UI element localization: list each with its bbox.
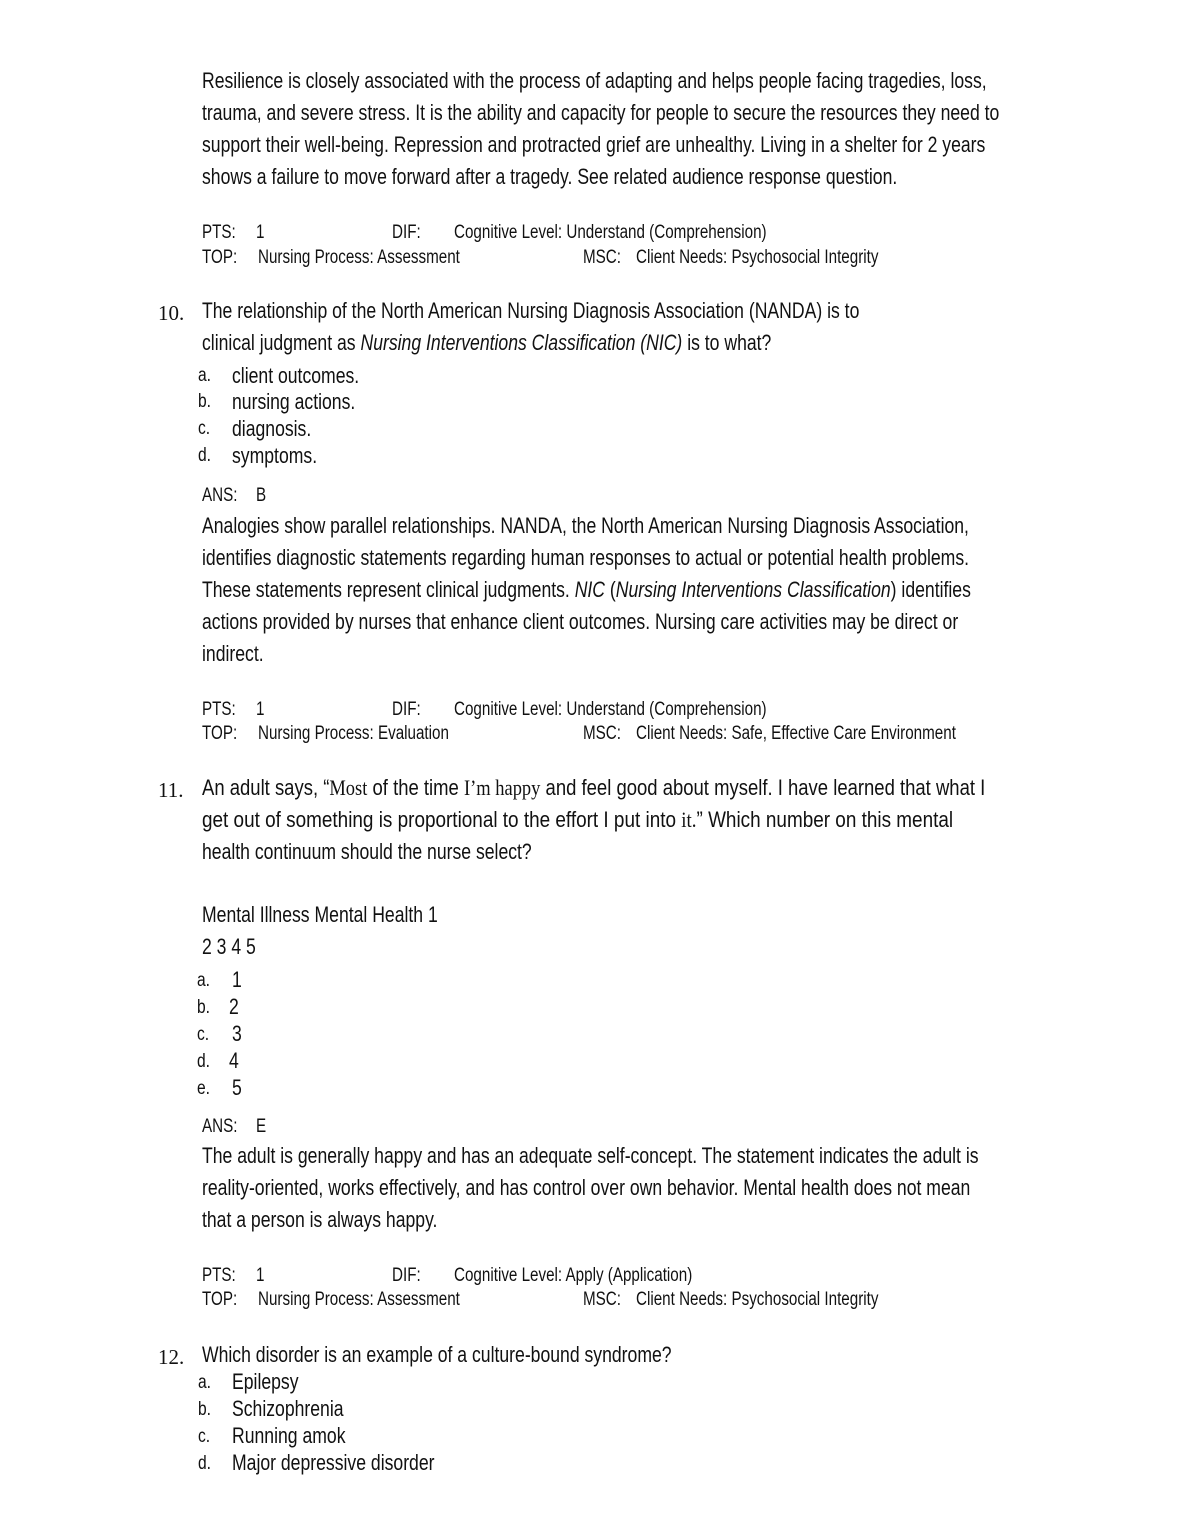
option-letter: c. (198, 418, 211, 439)
pts-label: PTS: (202, 222, 236, 243)
continuum-label: Mental Illness Mental Health 1 (202, 902, 438, 927)
rationale-text: ) identifies (890, 577, 971, 602)
stem-text: is to what? (682, 330, 772, 355)
rationale-line: Analogies show parallel relationships. NANDA, the North American Nursing Diagnosis Association, (202, 513, 969, 538)
option-d[interactable]: 4 (229, 1048, 239, 1073)
question-stem (202, 807, 953, 833)
option-letter: a. (198, 365, 212, 386)
question-number: 12. (158, 1345, 185, 1369)
dif-value: Cognitive Level: Understand (Comprehension) (454, 699, 767, 720)
question-stem (202, 330, 771, 356)
msc-value: Client Needs: Psychosocial Integrity (636, 247, 879, 268)
question-stem (202, 775, 985, 801)
dif-value: Cognitive Level: Apply (Application) (454, 1265, 693, 1286)
rationale-line (202, 577, 971, 603)
stem-text: of the time (367, 775, 464, 800)
stem-text: ” Which number on this mental (696, 807, 954, 832)
rationale-line: support their well-being. Repression and protracted grief are unhealthy. Living in a shelter for 2 years (202, 132, 986, 157)
msc-value: Client Needs: Psychosocial Integrity (636, 1289, 879, 1310)
stem-serif-text: Most (329, 775, 368, 800)
option-c[interactable]: diagnosis. (232, 416, 312, 441)
option-a[interactable]: client outcomes. (232, 363, 360, 388)
stem-text: get out of something is proportional to the effort I put into (202, 807, 682, 832)
rationale-italic: Nursing Interventions Classification (615, 577, 891, 602)
rationale-line: that a person is always happy. (202, 1207, 438, 1232)
rationale-line: actions provided by nurses that enhance client outcomes. Nursing care activities may be direct or (202, 609, 959, 634)
top-label: TOP: (202, 247, 238, 268)
top-label: TOP: (202, 1289, 238, 1310)
rationale-line: shows a failure to move forward after a tragedy. See related audience response question. (202, 164, 898, 189)
top-value: Nursing Process: Assessment (258, 247, 460, 268)
rationale-line: The adult is generally happy and has an adequate self-concept. The statement indicates the adult is (202, 1143, 979, 1168)
option-b[interactable]: 2 (229, 994, 239, 1019)
top-value: Nursing Process: Assessment (258, 1289, 460, 1310)
top-value: Nursing Process: Evaluation (258, 723, 449, 744)
rationale-text: These statements represent clinical judgments. (202, 577, 575, 602)
continuum-numbers: 2 3 4 5 (202, 934, 256, 959)
option-letter: a. (198, 1372, 212, 1393)
option-letter: e. (197, 1078, 211, 1099)
rationale-line: reality-oriented, works effectively, and has control over own behavior. Mental health does not mean (202, 1175, 971, 1200)
rationale-italic: NIC (574, 577, 606, 602)
rationale-line: Resilience is closely associated with the process of adapting and helps people facing tragedies, loss, (202, 68, 987, 93)
stem-text: An adult says, “ (202, 775, 330, 800)
question-stem: health continuum should the nurse select? (202, 839, 532, 864)
question-stem: The relationship of the North American Nursing Diagnosis Association (NANDA) is to (202, 298, 860, 323)
msc-label: MSC: (583, 247, 621, 268)
msc-value: Client Needs: Safe, Effective Care Environment (636, 723, 956, 744)
question-number: 11. (158, 778, 184, 802)
dif-value: Cognitive Level: Understand (Comprehension) (454, 222, 767, 243)
rationale-line: indirect. (202, 641, 264, 666)
option-e[interactable]: 5 (232, 1075, 242, 1100)
option-b[interactable]: nursing actions. (232, 389, 356, 414)
option-a[interactable]: Epilepsy (232, 1369, 299, 1394)
rationale-line: trauma, and severe stress. It is the ability and capacity for people to secure the resources they need to (202, 100, 1000, 125)
dif-label: DIF: (392, 222, 421, 243)
answer-value: B (256, 485, 267, 506)
stem-serif-text: I’m happy (463, 775, 541, 800)
pts-label: PTS: (202, 699, 236, 720)
option-a[interactable]: 1 (232, 967, 242, 992)
option-letter: b. (197, 997, 211, 1018)
option-letter: b. (198, 1399, 212, 1420)
stem-text: clinical judgment as (202, 330, 361, 355)
option-c[interactable]: Running amok (232, 1423, 346, 1448)
stem-serif-text: it. (681, 807, 697, 832)
pts-value: 1 (256, 1265, 265, 1286)
answer-value: E (256, 1116, 267, 1137)
msc-label: MSC: (583, 723, 621, 744)
stem-italic-text: Nursing Interventions Classification (NIC) (360, 330, 683, 355)
pts-label: PTS: (202, 1265, 236, 1286)
dif-label: DIF: (392, 1265, 421, 1286)
option-d[interactable]: symptoms. (232, 443, 318, 468)
question-number: 10. (158, 301, 185, 325)
option-d[interactable]: Major depressive disorder (232, 1450, 435, 1475)
option-letter: a. (197, 970, 211, 991)
dif-label: DIF: (392, 699, 421, 720)
answer-label: ANS: (202, 485, 238, 506)
rationale-line: identifies diagnostic statements regarding human responses to actual or potential health problems. (202, 545, 970, 570)
pts-value: 1 (256, 699, 265, 720)
msc-label: MSC: (583, 1289, 621, 1310)
option-letter: c. (198, 1426, 211, 1447)
question-stem: Which disorder is an example of a culture-bound syndrome? (202, 1342, 672, 1367)
rationale-text: ( (605, 577, 616, 602)
option-letter: d. (198, 1453, 212, 1474)
answer-label: ANS: (202, 1116, 238, 1137)
option-letter: b. (198, 391, 212, 412)
pts-value: 1 (256, 222, 265, 243)
option-letter: d. (198, 445, 212, 466)
stem-text: and feel good about myself. I have learned that what I (540, 775, 986, 800)
option-b[interactable]: Schizophrenia (232, 1396, 344, 1421)
option-letter: c. (197, 1024, 210, 1045)
option-c[interactable]: 3 (232, 1021, 242, 1046)
option-letter: d. (197, 1051, 211, 1072)
top-label: TOP: (202, 723, 238, 744)
